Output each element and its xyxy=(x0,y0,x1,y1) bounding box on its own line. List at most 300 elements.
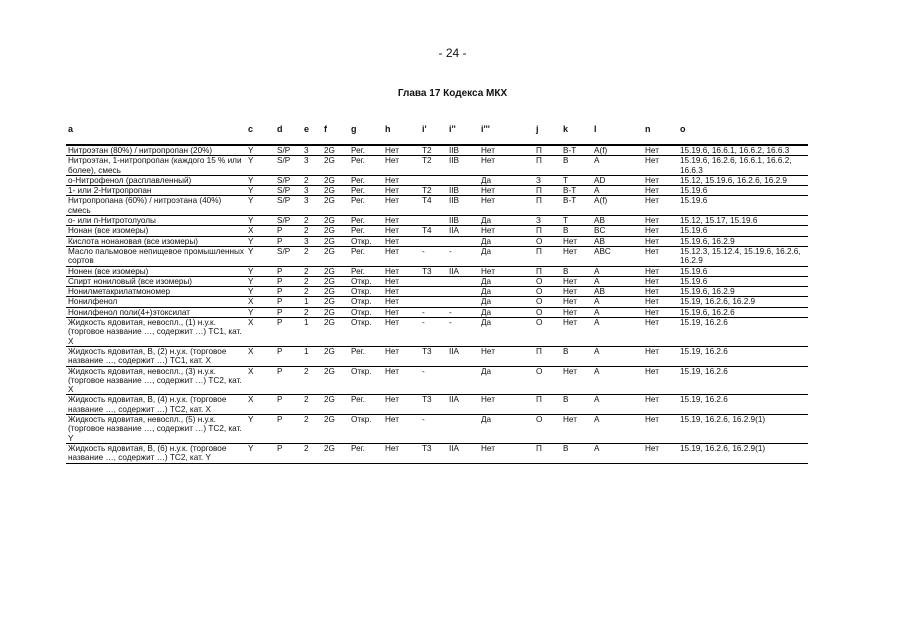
table-cell: В-Т xyxy=(563,146,577,155)
column-header: h xyxy=(385,123,391,134)
table-cell: A xyxy=(594,366,600,376)
cargo-table xyxy=(66,122,808,464)
table-cell: 15.19.6, 16.2.6, 16.6.1, 16.6.2, 16.6.3 xyxy=(680,156,792,175)
table-cell: Нет xyxy=(385,196,399,206)
table-cell: P xyxy=(277,346,283,356)
table-cell: П xyxy=(536,266,542,276)
table-cell: Откр. xyxy=(351,236,372,246)
table-row xyxy=(66,443,808,463)
product-name-cell: о- или п-Нитротолуолы xyxy=(68,216,156,226)
table-cell: 1 xyxy=(304,346,309,356)
table-cell: Нет xyxy=(645,366,659,376)
table-cell: X xyxy=(248,346,254,356)
table-cell: Y xyxy=(248,156,254,166)
table-cell: О xyxy=(536,366,543,376)
column-header: o xyxy=(680,123,686,134)
table-cell: A xyxy=(594,276,600,286)
table-cell: Нет xyxy=(385,175,399,185)
table-cell: A xyxy=(594,307,600,317)
table-cell: Откр. xyxy=(351,276,372,286)
table-cell: Откр. xyxy=(351,415,372,425)
column-header: g xyxy=(351,123,357,134)
table-cell: Нет xyxy=(645,146,659,155)
product-name-cell: Жидкость ядовитая, В, (4) н.у.к. (торговое название …, содержит …) ТС2, кат. X xyxy=(68,395,227,414)
table-cell: Рег. xyxy=(351,216,365,226)
table-cell: - xyxy=(422,366,425,376)
table-cell: О xyxy=(536,318,543,328)
table-cell: Y xyxy=(248,266,254,276)
column-header: n xyxy=(645,123,651,134)
table-cell: Y xyxy=(248,186,254,196)
table-cell: Нет xyxy=(385,297,399,307)
table-cell xyxy=(447,366,479,395)
table-cell: AB xyxy=(594,287,605,297)
table-cell: Нет xyxy=(481,196,495,206)
table-cell: P xyxy=(277,297,283,307)
table-cell: Y xyxy=(248,175,254,185)
table-cell: Y xyxy=(248,236,254,246)
table-cell: A xyxy=(594,297,600,307)
table-row xyxy=(66,145,808,156)
table-cell: P xyxy=(277,266,283,276)
table-cell: 3 xyxy=(304,196,309,206)
table-cell: A(f) xyxy=(594,146,608,155)
table-cell: О xyxy=(536,297,543,307)
table-cell: В xyxy=(563,156,569,166)
table-cell: П xyxy=(536,146,542,155)
product-name-cell: Спирт нониловый (все изомеры) xyxy=(68,276,193,286)
table-cell: Нет xyxy=(645,196,659,206)
table-cell: Нет xyxy=(645,226,659,236)
table-cell: 2G xyxy=(324,287,335,297)
table-cell xyxy=(447,297,479,307)
product-name-cell: Нонан (все изомеры) xyxy=(68,226,149,236)
table-cell: Рег. xyxy=(351,246,365,256)
table-cell: Y xyxy=(248,276,254,286)
table-cell: В-Т xyxy=(563,196,577,206)
table-cell: Нет xyxy=(563,307,577,317)
table-cell: IIB xyxy=(449,186,460,196)
table-cell: Y xyxy=(248,216,254,226)
table-cell: Нет xyxy=(645,246,659,256)
table-cell: P xyxy=(277,307,283,317)
column-header: l xyxy=(594,123,597,134)
table-cell: В xyxy=(563,395,569,405)
table-cell: Да xyxy=(481,216,492,226)
table-cell xyxy=(420,297,447,307)
table-cell: T3 xyxy=(422,266,432,276)
table-cell: 2 xyxy=(304,266,309,276)
table-cell: 15.19, 16.2.6, 16.2.9 xyxy=(680,297,756,307)
table-cell: - xyxy=(422,246,425,256)
table-row xyxy=(66,186,808,196)
table-cell: 3 xyxy=(304,146,309,155)
table-cell: Нет xyxy=(481,266,495,276)
table-cell: Т xyxy=(563,216,569,226)
table-cell: 15.12.3, 15.12.4, 15.19.6, 16.2.6, 16.2.9 xyxy=(680,246,801,266)
table-cell: A xyxy=(594,443,600,453)
table-cell: Y xyxy=(248,307,254,317)
table-cell: 15.12, 15.17, 15.19.6 xyxy=(680,216,758,226)
table-cell: Рег. xyxy=(351,175,365,185)
table-cell: 1 xyxy=(304,318,309,328)
table-cell: Нет xyxy=(645,443,659,453)
product-name-cell: Жидкость ядовитая, В, (6) н.у.к. (торговое название …, содержит …) ТС2, кат. Y xyxy=(68,443,227,463)
table-cell: Нет xyxy=(645,186,659,196)
table-cell: P xyxy=(277,287,283,297)
table-cell xyxy=(420,276,447,286)
table-cell: П xyxy=(536,346,542,356)
table-cell: S/P xyxy=(277,216,291,226)
table-cell xyxy=(447,276,479,286)
product-name-cell: Жидкость ядовитая, невоспл., (3) н.у.к. (торговое название …, содержит …) ТС2, кат. X xyxy=(68,366,242,395)
table-cell: Нет xyxy=(385,318,399,328)
table-cell: О xyxy=(536,276,543,286)
table-cell: 2G xyxy=(324,226,335,236)
product-name-cell: Масло пальмовое непищевое промышленных сортов xyxy=(68,246,245,266)
table-cell: IIA xyxy=(449,266,460,276)
table-cell: Нет xyxy=(645,415,659,425)
table-cell: IIB xyxy=(449,196,460,206)
table-cell: Нет xyxy=(645,236,659,246)
product-name-cell: Нитроэтан (80%) / нитропропан (20%) xyxy=(68,146,213,155)
table-row xyxy=(66,366,808,395)
table-cell: В xyxy=(563,346,569,356)
table-cell: T4 xyxy=(422,226,432,236)
column-header: a xyxy=(68,123,74,134)
table-cell: Нет xyxy=(385,216,399,226)
column-header: i' xyxy=(422,123,427,134)
table-cell: - xyxy=(422,415,425,425)
table-cell: AB xyxy=(594,236,605,246)
table-cell: 2 xyxy=(304,276,309,286)
table-cell: Нет xyxy=(563,366,577,376)
header-row xyxy=(66,122,808,145)
table-cell: Рег. xyxy=(351,443,365,453)
column-header: d xyxy=(277,123,283,134)
table-cell: T2 xyxy=(422,186,432,196)
table-cell: Да xyxy=(481,246,492,256)
table-cell: О xyxy=(536,236,543,246)
product-name-cell: Нитроэтан, 1-нитропропан (каждого 15 % или более), смесь xyxy=(68,156,242,175)
table-cell: 15.19.6, 16.6.1, 16.6.2, 16.6.3 xyxy=(680,146,790,155)
table-row xyxy=(66,287,808,297)
table-cell: 1 xyxy=(304,297,309,307)
table-cell: BC xyxy=(594,226,606,236)
table-cell: P xyxy=(277,395,283,405)
table-cell: A xyxy=(594,415,600,425)
table-cell: Рег. xyxy=(351,266,365,276)
table-cell xyxy=(420,287,447,297)
table-cell: T3 xyxy=(422,395,432,405)
table-cell: P xyxy=(277,236,283,246)
table-cell: 15.19, 16.2.6 xyxy=(680,366,728,376)
table-cell: Откр. xyxy=(351,307,372,317)
table-cell: Нет xyxy=(385,186,399,196)
table-cell: - xyxy=(422,318,425,328)
table-cell: Нет xyxy=(385,236,399,246)
table-cell: О xyxy=(536,307,543,317)
table-cell: Да xyxy=(481,318,492,328)
table-cell: А xyxy=(594,156,600,166)
table-cell: A xyxy=(594,186,600,196)
table-cell: P xyxy=(277,276,283,286)
table-cell xyxy=(447,236,479,246)
table-body xyxy=(66,145,808,463)
table-cell: T3 xyxy=(422,443,432,453)
table-cell: X xyxy=(248,226,254,236)
table-cell: Рег. xyxy=(351,156,365,166)
product-name-cell: Нонилфенол xyxy=(68,297,118,307)
table-cell: AB xyxy=(594,216,605,226)
table-cell: Нет xyxy=(385,146,399,155)
table-cell: Нет xyxy=(385,346,399,356)
table-cell: 2G xyxy=(324,196,335,206)
table-cell xyxy=(447,415,479,444)
table-cell: T4 xyxy=(422,196,432,206)
table-cell: IIB xyxy=(449,156,460,166)
table-cell: Нет xyxy=(385,287,399,297)
table-cell: 3 xyxy=(304,236,309,246)
table-cell: - xyxy=(449,307,452,317)
table-cell xyxy=(447,287,479,297)
table-cell: 2G xyxy=(324,346,335,356)
table-cell: Нет xyxy=(645,307,659,317)
table-cell: Y xyxy=(248,246,254,256)
table-cell: Нет xyxy=(563,297,577,307)
table-cell: 2 xyxy=(304,216,309,226)
column-header: j xyxy=(536,123,539,134)
table-cell: 15.19, 16.2.6, 16.2.9(1) xyxy=(680,443,766,453)
table-row xyxy=(66,318,808,347)
table-cell: IIA xyxy=(449,226,460,236)
table-cell: Да xyxy=(481,276,492,286)
table-cell: Да xyxy=(481,307,492,317)
table-row xyxy=(66,266,808,276)
table-cell: З xyxy=(536,175,541,185)
table-cell: 2G xyxy=(324,216,335,226)
table-cell: P xyxy=(277,415,283,425)
table-cell: X xyxy=(248,366,254,376)
table-cell xyxy=(420,216,447,226)
table-cell: Y xyxy=(248,196,254,206)
table-cell: - xyxy=(422,307,425,317)
table-cell: В xyxy=(563,443,569,453)
table-row xyxy=(66,196,808,216)
table-cell: Нет xyxy=(645,287,659,297)
table-cell: 15.19.6 xyxy=(680,276,708,286)
table-cell: Нет xyxy=(385,415,399,425)
table-cell: S/P xyxy=(277,146,291,155)
table-cell: Нет xyxy=(481,346,495,356)
product-name-cell: о-Нитрофенол (расплавленный) xyxy=(68,175,192,185)
table-cell: Нет xyxy=(645,216,659,226)
table-cell: P xyxy=(277,226,283,236)
column-header: k xyxy=(563,123,569,134)
table-cell: Нет xyxy=(481,395,495,405)
table-cell: IIB xyxy=(449,216,460,226)
table-cell: 2 xyxy=(304,226,309,236)
table-cell: 2G xyxy=(324,175,335,185)
table-cell: П xyxy=(536,226,542,236)
table-row xyxy=(66,246,808,266)
table-cell: 15.19.6, 16.2.9 xyxy=(680,236,735,246)
table-cell: Нет xyxy=(645,156,659,166)
table-cell: Нет xyxy=(645,276,659,286)
table-cell: IIA xyxy=(449,395,460,405)
product-name-cell: Жидкость ядовитая, невоспл., (5) н.у.к. (торговое название …, содержит …) ТС2, кат. Y xyxy=(68,415,242,443)
table-cell: Нет xyxy=(645,266,659,276)
table-cell: T2 xyxy=(422,146,432,155)
table-cell: Да xyxy=(481,175,492,185)
table-cell: X xyxy=(248,318,254,328)
table-cell: Нет xyxy=(385,246,399,256)
table-cell: Да xyxy=(481,236,492,246)
column-header: c xyxy=(248,123,254,134)
table-cell: З xyxy=(536,216,541,226)
table-cell: 15.12, 15.19.6, 16.2.6, 16.2.9 xyxy=(680,175,787,185)
table-cell: - xyxy=(449,246,452,256)
table-cell: Рег. xyxy=(351,196,365,206)
table-row xyxy=(66,297,808,307)
table-cell: 3 xyxy=(304,186,309,196)
table-row xyxy=(66,415,808,444)
table-cell: X xyxy=(248,297,254,307)
table-cell: S/P xyxy=(277,186,291,196)
table-cell: 3 xyxy=(304,156,309,166)
table-cell: 2G xyxy=(324,366,335,376)
table-row xyxy=(66,216,808,226)
table-cell: Нет xyxy=(385,366,399,376)
table-cell: ABC xyxy=(594,246,611,256)
product-name-cell: Нонилметакрилатмономер xyxy=(68,287,171,297)
table-cell: П xyxy=(536,443,542,453)
table-row xyxy=(66,175,808,185)
table-cell: Нет xyxy=(481,186,495,196)
table-cell: Откр. xyxy=(351,366,372,376)
table-cell: 2 xyxy=(304,443,309,453)
table-cell: A xyxy=(594,346,600,356)
table-cell: A xyxy=(594,395,600,405)
table-cell: Нет xyxy=(645,346,659,356)
table-cell: 2G xyxy=(324,443,335,453)
product-name-cell: Жидкость ядовитая, невоспл., (1) н.у.к. (торговое название …, содержит …) ТС1, кат. X xyxy=(68,318,242,346)
table-cell: В-Т xyxy=(563,186,577,196)
table-cell: 2G xyxy=(324,246,335,256)
table-cell: Рег. xyxy=(351,186,365,196)
table-cell: Нет xyxy=(385,443,399,453)
table-cell: 2G xyxy=(324,266,335,276)
table-cell: IIB xyxy=(449,146,460,155)
column-header: i'' xyxy=(449,123,456,134)
table-cell: AD xyxy=(594,175,606,185)
table-cell: S/P xyxy=(277,175,291,185)
table-cell: 2 xyxy=(304,415,309,425)
table-cell: 2G xyxy=(324,415,335,425)
table-cell: Нет xyxy=(563,246,577,256)
table-cell: T3 xyxy=(422,346,432,356)
table-cell: IIA xyxy=(449,443,460,453)
table-cell: Нет xyxy=(563,236,577,246)
table-cell: S/P xyxy=(277,246,291,256)
table-row xyxy=(66,226,808,236)
document-title: Глава 17 Кодекса МКХ xyxy=(397,88,508,99)
table-cell: - xyxy=(449,318,452,328)
table-cell: Нет xyxy=(563,415,577,425)
table-cell: 2G xyxy=(324,276,335,286)
table-cell: Откр. xyxy=(351,318,372,328)
table-cell: Нет xyxy=(481,226,495,236)
table-cell: 2G xyxy=(324,236,335,246)
table-cell: Нет xyxy=(481,156,495,166)
table-cell: Да xyxy=(481,287,492,297)
table-cell: Рег. xyxy=(351,346,365,356)
table-cell: О xyxy=(536,287,543,297)
table-row xyxy=(66,276,808,286)
table-cell: Рег. xyxy=(351,226,365,236)
table-cell: 2G xyxy=(324,146,335,155)
table-cell: A xyxy=(594,266,600,276)
table-cell: P xyxy=(277,366,283,376)
table-cell: Нет xyxy=(645,297,659,307)
table-cell: Нет xyxy=(563,276,577,286)
table-cell: Нет xyxy=(385,266,399,276)
table-cell: Т xyxy=(563,175,569,185)
table-cell: 2G xyxy=(324,156,335,166)
table-cell: Нет xyxy=(563,287,577,297)
table-cell: Да xyxy=(481,415,492,425)
table-cell: 2 xyxy=(304,246,309,256)
table-row xyxy=(66,346,808,366)
table-row xyxy=(66,156,808,176)
table-cell: П xyxy=(536,196,542,206)
table-cell: 15.19, 16.2.6 xyxy=(680,395,728,405)
table-cell xyxy=(420,175,447,185)
table-cell: Нет xyxy=(385,276,399,286)
table-cell: 2G xyxy=(324,297,335,307)
table-cell: Нет xyxy=(645,395,659,405)
table-cell: Нет xyxy=(563,318,577,328)
table-cell: Нет xyxy=(385,395,399,405)
table-cell: A xyxy=(594,318,600,328)
table-cell: Рег. xyxy=(351,146,365,155)
table-cell: 15.19.6 xyxy=(680,186,708,196)
page-number: - 24 - xyxy=(438,46,467,60)
table-cell xyxy=(420,236,447,246)
product-name-cell: Нонилфенол поли(4+)этоксилат xyxy=(68,307,190,317)
table-row xyxy=(66,307,808,317)
table-cell: П xyxy=(536,395,542,405)
table-cell: IIA xyxy=(449,346,460,356)
table-cell: Откр. xyxy=(351,287,372,297)
product-name-cell: Нитропропана (60%) / нитроэтана (40%) смесь xyxy=(68,196,222,215)
table-cell: 15.19, 16.2.6, 16.2.9(1) xyxy=(680,415,766,425)
table-cell: 15.19, 16.2.6 xyxy=(680,346,728,356)
table-cell: S/P xyxy=(277,196,291,206)
table-row xyxy=(66,236,808,246)
table-cell: 2 xyxy=(304,287,309,297)
table-cell: Y xyxy=(248,443,254,453)
table-cell: Нет xyxy=(645,318,659,328)
product-name-cell: Нонен (все изомеры) xyxy=(68,266,149,276)
table-cell: Y xyxy=(248,415,254,425)
table-cell: 15.19.6, 16.2.9 xyxy=(680,287,735,297)
table-cell: 2G xyxy=(324,395,335,405)
table-cell: 2G xyxy=(324,186,335,196)
table-cell: 15.19.6 xyxy=(680,266,708,276)
product-name-cell: Кислота нонановая (все изомеры) xyxy=(68,236,198,246)
table-cell: Да xyxy=(481,366,492,376)
